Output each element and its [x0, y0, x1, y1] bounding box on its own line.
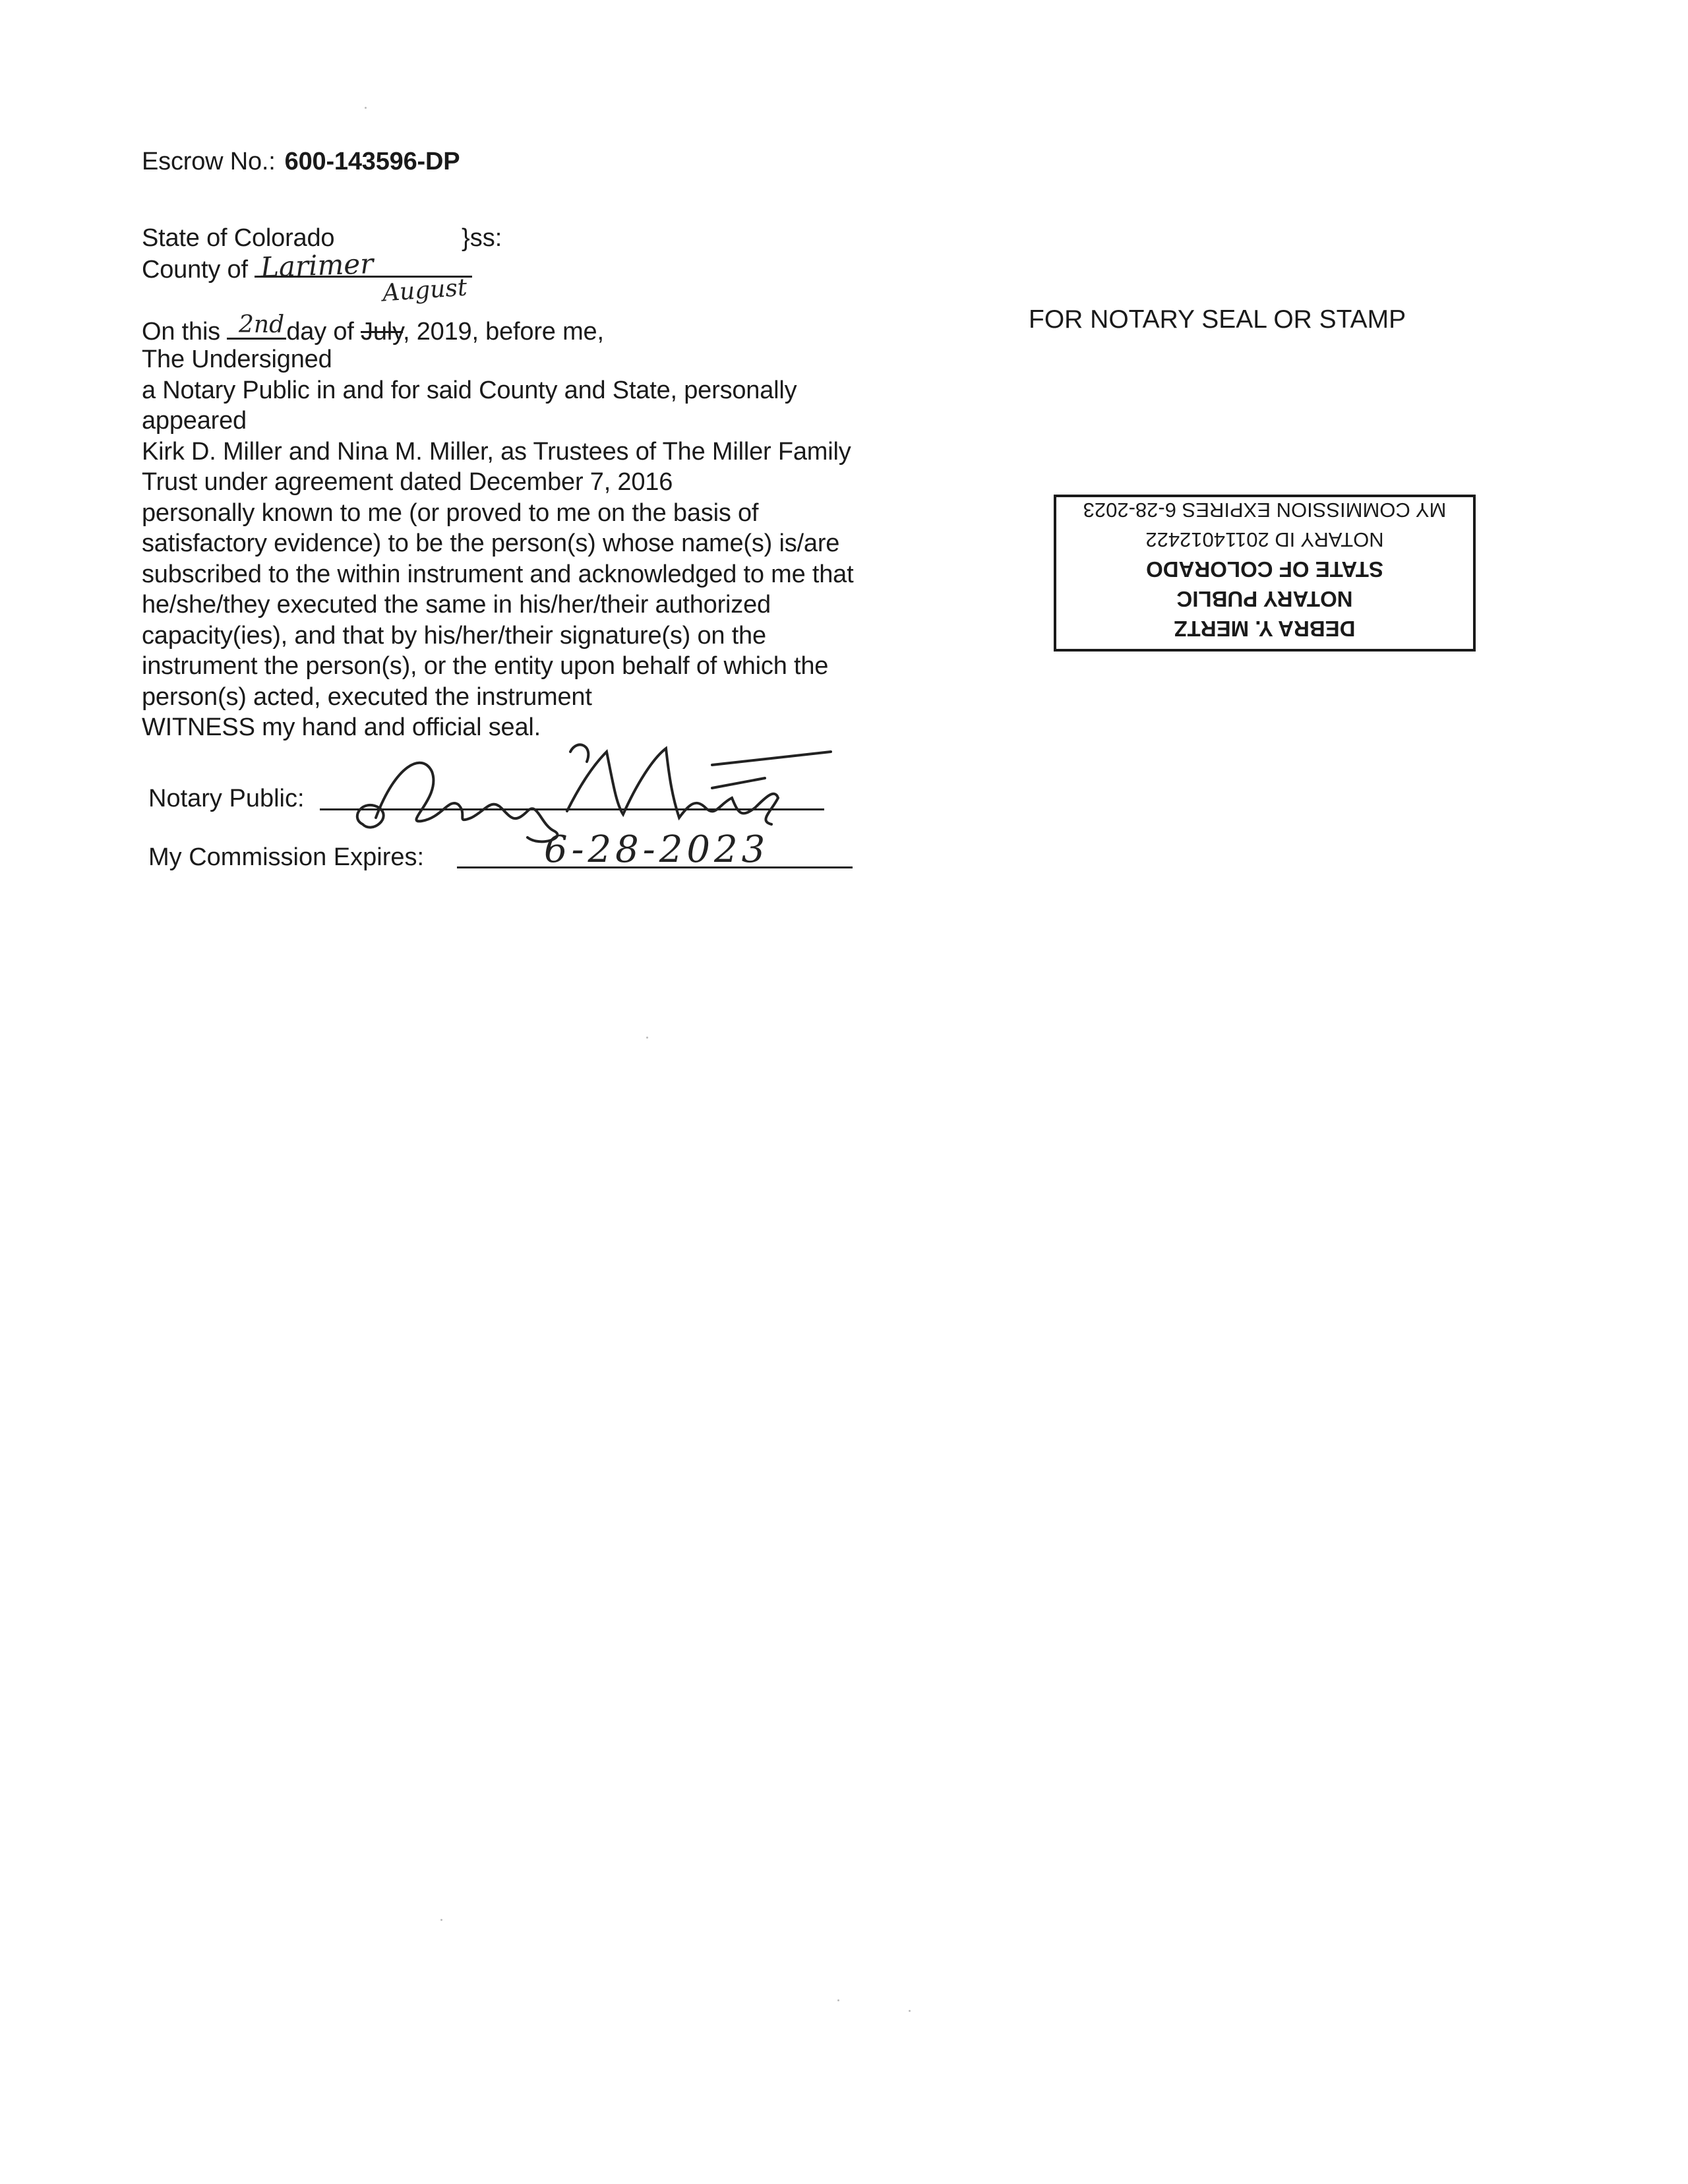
scan-speck	[646, 1037, 648, 1039]
expires-handwritten: 6-28-2023	[544, 828, 769, 871]
stamp-line-expires: MY COMMISSION EXPIRES 6-28-2023	[1083, 499, 1447, 522]
escrow-number: 600-143596-DP	[284, 148, 460, 175]
seal-label: FOR NOTARY SEAL OR STAMP	[1029, 305, 1406, 334]
notary-stamp	[1054, 495, 1476, 652]
stamp-line-state: STATE OF COLORADO	[1146, 557, 1383, 582]
day-of-label: day of	[286, 318, 354, 346]
escrow-line	[142, 146, 460, 177]
month-handwritten: August	[381, 274, 468, 307]
stamp-line-title: NOTARY PUBLIC	[1176, 587, 1353, 611]
ss-mark: }ss:	[462, 224, 502, 252]
county-label: County of	[142, 256, 248, 284]
month-printed-struck: July	[361, 318, 403, 346]
scan-speck	[909, 2010, 911, 2012]
notary-public-label: Notary Public:	[148, 785, 305, 812]
day-handwritten: 2nd	[239, 311, 285, 338]
acknowledgment-body: The Undersigned a Notary Public in and for said County and State, personally appeared Kirk D. Miller and Nina M. Miller, as Trustees of The Miller Family Trust under agreement dated December 7, 2016 personally known to me (or proved to me on the basis of satisfactory evidence) to be the person(s) whose name(s) is/are subscribed to the within instrument and acknowledged to me that he/she/they executed the same in his/her/their authorized capacity(ies), and that by his/her/their signature(s) on the instrument the person(s), or the entity upon behalf of which the person(s) acted, executed the instrument WITNESS my hand and official seal.	[142, 346, 854, 741]
on-this-label: On this	[142, 318, 220, 346]
scan-speck	[837, 1999, 839, 2001]
scan-speck	[440, 1919, 442, 1921]
commission-expires-label: My Commission Expires:	[148, 843, 425, 871]
escrow-label: Escrow No.:	[142, 148, 276, 175]
year-text: , 2019, before me,	[403, 318, 604, 346]
stamp-line-name: DEBRA Y. MERTZ	[1174, 617, 1356, 641]
scan-speck	[365, 107, 367, 109]
county-handwritten: Larimer	[260, 247, 375, 284]
state-line: State of Colorado	[142, 224, 335, 252]
stamp-line-id: NOTARY ID 20114012422	[1145, 528, 1384, 551]
date-line	[142, 315, 604, 347]
